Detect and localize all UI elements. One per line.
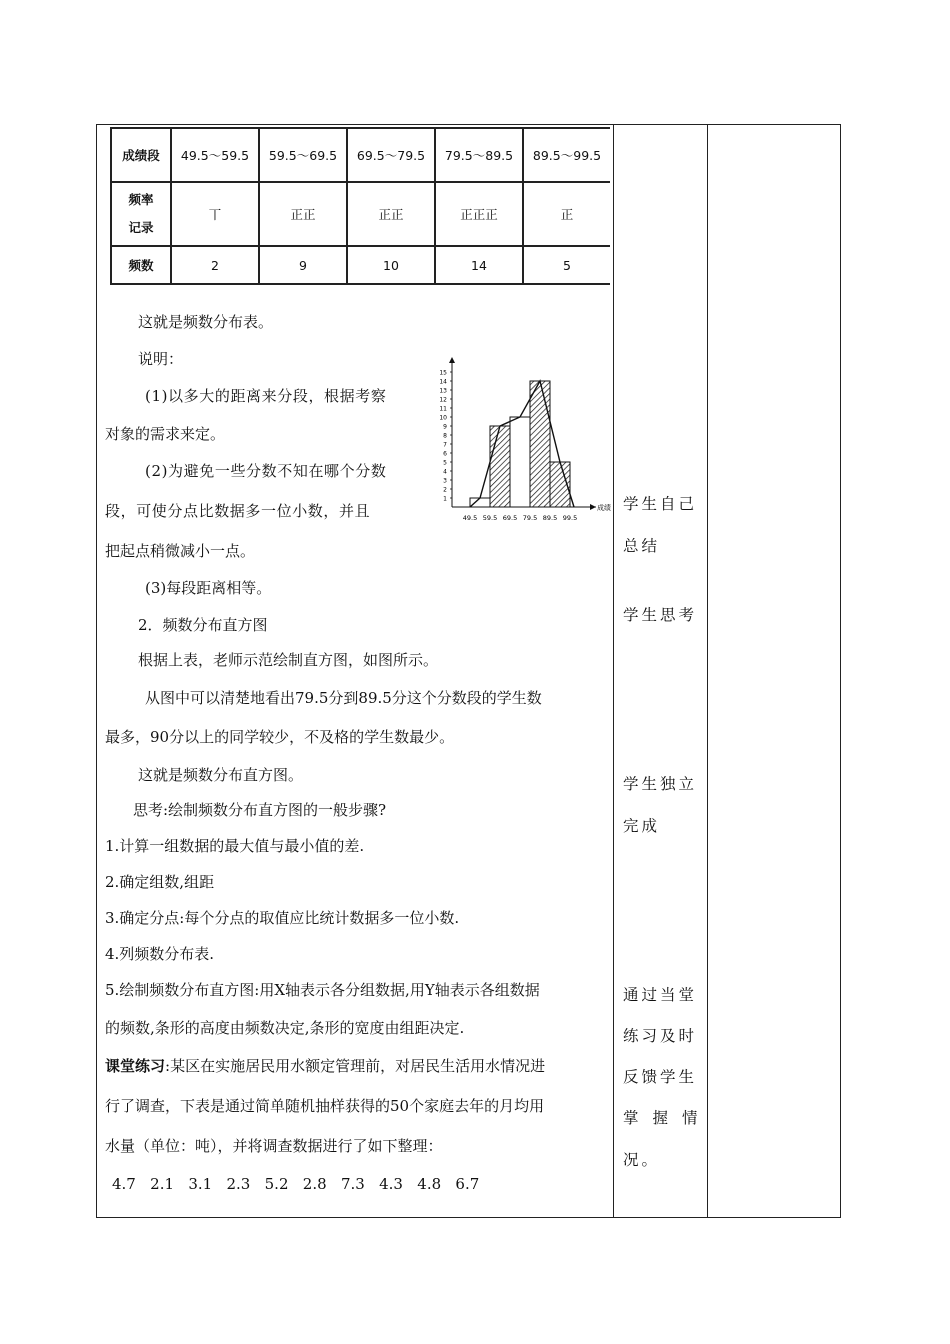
side-note: 完成 [623,817,661,835]
range-cell: 49.5～59.5 [171,128,259,182]
histogram-chart [418,355,613,525]
column-divider [613,124,614,1218]
column-divider-right [707,124,708,1218]
y-tick-label: 10 [439,414,447,422]
text-line: 根据上表，老师示范绘制直方图，如图所示。 [138,651,439,669]
histogram-bar [530,381,550,507]
step-item: 1.计算一组数据的最大值与最小值的差. [105,837,365,855]
x-tick-label: 59.5 [482,514,498,522]
x-tick-label: 69.5 [502,514,518,522]
count-label: 频数 [111,246,171,284]
y-tick-label: 12 [439,396,447,404]
text-line: (1)以多大的距离来分段，根据考察 [145,387,387,405]
y-tick-label: 2 [443,486,447,494]
text-line: 段，可使分点比数据多一位小数，并且 [105,502,371,520]
text-line: 这就是频数分布直方图。 [138,766,304,784]
y-tick-label: 8 [443,432,447,440]
tally-cell: 正 [523,182,610,246]
count-cell: 9 [259,246,347,284]
y-tick-label: 4 [443,468,447,476]
histogram-bar [490,426,510,507]
y-tick-label: 1 [443,495,447,503]
y-tick-label: 14 [439,378,447,386]
count-cell: 14 [435,246,523,284]
histogram-bar [510,417,530,507]
step-item: 3.确定分点:每个分点的取值应比统计数据多一位小数. [105,909,460,927]
y-tick-label: 3 [443,477,447,485]
y-axis-arrow [449,357,455,363]
tally-cell: 正正 [347,182,435,246]
side-note: 学生自己 [623,495,698,513]
side-note: 学生独立 [623,775,698,793]
record-label: 频率 记录 [111,182,171,246]
tally-cell: 丅 [171,182,259,246]
y-tick-label: 13 [439,387,447,395]
y-tick-label: 6 [443,450,447,458]
step-item: 4.列频数分布表. [105,945,215,963]
range-cell: 89.5～99.5 [523,128,610,182]
data-values: 4.7 2.1 3.1 2.3 5.2 2.8 7.3 4.3 4.8 6.7 [112,1175,480,1193]
text-line: (3)每段距离相等。 [145,579,272,597]
histogram-bar [470,498,490,507]
range-cell: 79.5～89.5 [435,128,523,182]
text-line: 说明： [138,350,184,368]
side-note: 总结 [623,537,661,555]
y-tick-label: 7 [443,441,447,449]
tally-cell: 正正 [259,182,347,246]
count-cell: 5 [523,246,610,284]
y-tick-label: 11 [439,405,447,413]
side-note: 况。 [623,1151,661,1169]
y-tick-label: 5 [443,459,447,467]
text-line: 这就是频数分布表。 [138,313,274,331]
y-tick-label: 9 [443,423,447,431]
text-line: 从图中可以清楚地看出79.5分到89.5分这个分数段的学生数 [145,689,542,707]
exercise-label: 课堂练习 [105,1057,166,1075]
text-line: 最多，90分以上的同学较少，不及格的学生数最少。 [105,728,455,746]
side-note: 学生思考 [623,606,698,624]
text-line: 水量（单位：吨），并将调查数据进行了如下整理： [105,1137,443,1155]
range-cell: 69.5～79.5 [347,128,435,182]
x-tick-label: 79.5 [522,514,538,522]
x-axis-arrow [590,504,596,510]
side-note: 掌握情 [623,1109,712,1127]
text-line: (2)为避免一些分数不知在哪个分数 [145,462,387,480]
lesson-frame [96,124,841,1218]
side-note: 通过当堂 [623,986,698,1004]
side-note: 反馈学生 [623,1068,698,1086]
x-tick-label: 99.5 [562,514,578,522]
side-note: 练习及时 [623,1027,698,1045]
text-line: 把起点稍微减小一点。 [105,542,256,560]
range-cell: 59.5～69.5 [259,128,347,182]
step-item: 5.绘制频数分布直方图:用X轴表示各分组数据,用Y轴表示各组数据 [105,981,540,999]
x-tick-label: 89.5 [542,514,558,522]
count-cell: 10 [347,246,435,284]
text-line: 思考:绘制频数分布直方图的一般步骤? [133,801,387,819]
exercise-line: 课堂练习:某区在实施居民用水额定管理前，对居民生活用水情况进 [105,1057,546,1075]
x-axis-label: 成绩 [597,504,611,512]
text-line: 对象的需求来定。 [105,425,226,443]
text-line: 行了调查，下表是通过简单随机抽样获得的50个家庭去年的月均用 [105,1097,545,1115]
x-tick-label: 49.5 [462,514,478,522]
y-tick-label: 15 [439,369,447,377]
table-header-label: 成绩段 [111,128,171,182]
frequency-table [110,127,610,285]
step-item: 2.确定组数,组距 [105,873,215,891]
tally-cell: 正正正 [435,182,523,246]
section-heading: 2．频数分布直方图 [138,616,268,634]
count-cell: 2 [171,246,259,284]
step-item: 的频数,条形的高度由频数决定,条形的宽度由组距决定. [105,1019,465,1037]
